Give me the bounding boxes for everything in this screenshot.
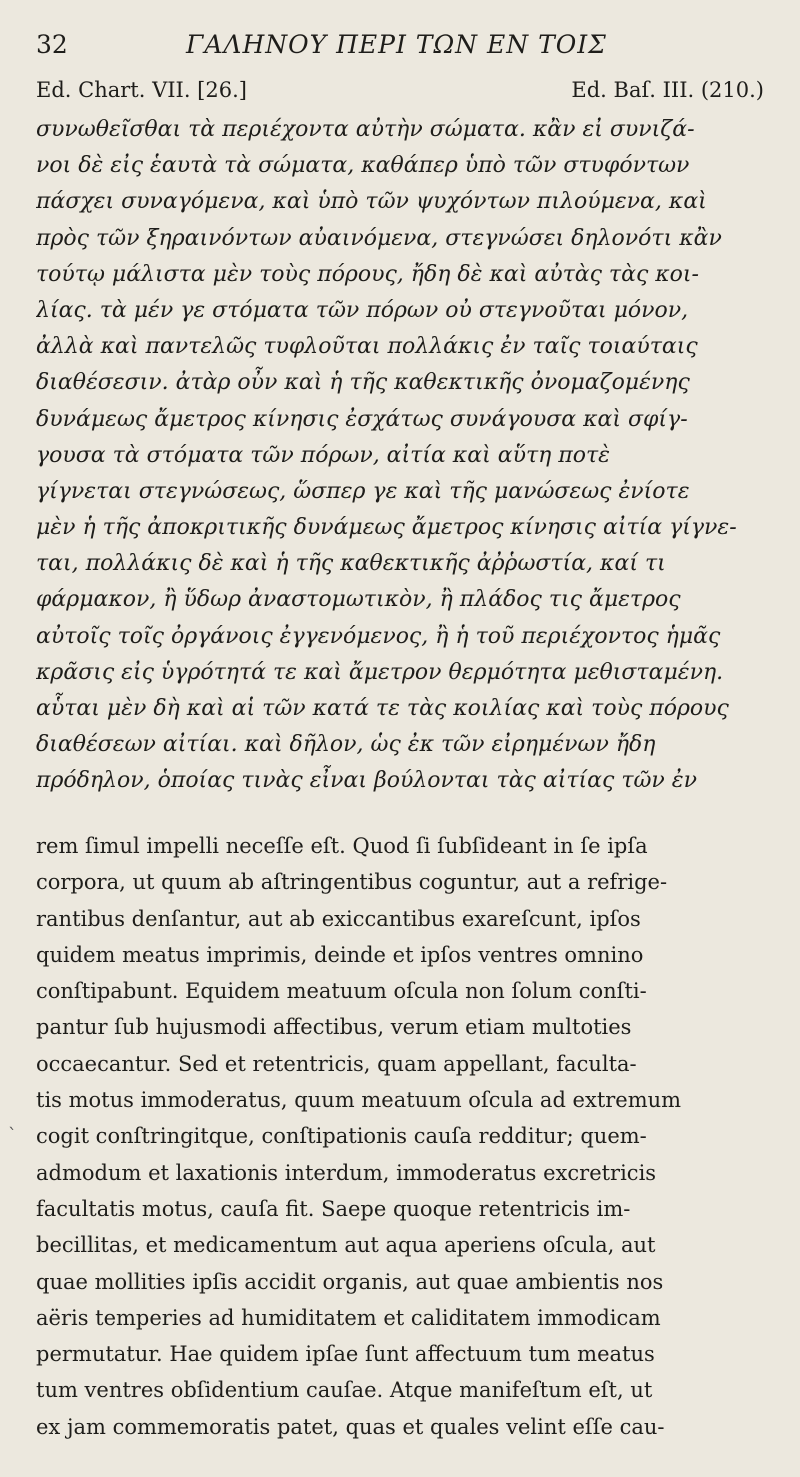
running-title: ΓΑΛΗΝΟΥ ΠΕΡΙ ΤΩΝ ΕΝ ΤΟΙΣ [186,30,607,59]
margin-mark: ` [8,1125,17,1146]
greek-line: διαθέσεων αἰτίαι. καὶ δῆλον, ὡς ἐκ τῶν εἰρημένων ἤδη [36,732,656,758]
edition-chart-reference: Ed. Chart. VII. [26.] [36,78,247,102]
edition-reference-line [36,78,764,108]
greek-line: γίγνεται στεγνώσεως, ὥσπερ γε καὶ τῆς μανώσεως ἐνίοτε [36,478,690,504]
latin-line: rantibus denſantur, aut ab exiccantibus exareſcunt, ipſos [36,906,641,931]
greek-line: δυνάμεως ἄμετρος κίνησις ἐσχάτως συνάγουσα καὶ σφίγ- [36,406,688,432]
latin-line: admodum et laxationis interdum, immoderatus excretricis [36,1160,657,1185]
latin-line: quae mollities ipſis accidit organis, aut quae ambientis nos [36,1269,664,1294]
latin-line: cogit conſtringitque, conſtipationis cauſa redditur; quem- [36,1124,647,1149]
greek-line: διαθέσεσιν. ἀτὰρ οὖν καὶ ἡ τῆς καθεκτικῆς ὀνομαζομένης [36,370,690,396]
latin-line: becillitas, et medicamentum aut aqua aperiens oſcula, aut [36,1233,656,1258]
greek-line: γουσα τὰ στόματα τῶν πόρων, αἰτία καὶ αὕτη ποτὲ [36,442,610,468]
greek-line: πρὸς τῶν ξηραινόντων αὐαινόμενα, στεγνώσει δηλονότι κἂν [36,225,722,251]
latin-line: quidem meatus imprimis, deinde et ipſos ventres omnino [36,942,644,967]
latin-line: conſtipabunt. Equidem meatuum oſcula non ſolum conſti- [36,979,647,1004]
greek-line: νοι δὲ εἰς ἑαυτὰ τὰ σώματα, καθάπερ ὑπὸ τῶν στυφόντων [36,153,690,179]
greek-line: φάρμακον, ἢ ὕδωρ ἀναστομωτικὸν, ἢ πλάδος τις ἄμετρος [36,587,681,613]
greek-line: ἀλλὰ καὶ παντελῶς τυφλοῦται πολλάκις ἐν ταῖς τοιαύταις [36,334,698,360]
greek-line: πάσχει συναγόμενα, καὶ ὑπὸ τῶν ψυχόντων πιλούμενα, καὶ [36,189,707,215]
edition-basel-reference: Ed. Baſ. III. (210.) [571,78,764,102]
latin-line: pantur ſub hujusmodi affectibus, verum etiam multoties [36,1015,632,1040]
greek-line: μὲν ἡ τῆς ἀποκριτικῆς δυνάμεως ἄμετρος κίνησις αἰτία γίγνε- [36,515,737,541]
greek-line: ται, πολλάκις δὲ καὶ ἡ τῆς καθεκτικῆς ἀῤῥωστία, καί τι [36,551,666,577]
greek-line: συνωθεῖσθαι τὰ περιέχοντα αὐτὴν σώματα. κἂν εἰ συνιζά- [36,117,695,142]
latin-line: corpora, ut quum ab aſtringentibus coguntur, aut a refrige- [36,870,668,895]
latin-line: permutatur. Hae quidem ipſae ſunt affectuum tum meatus [36,1342,655,1367]
latin-line: ex jam commemoratis patet, quas et quales velint eſſe cau- [36,1414,665,1439]
latin-line: tum ventres obſidentium cauſae. Atque manifeſtum eſt, ut [36,1378,653,1403]
greek-line: λίας. τὰ μέν γε στόματα τῶν πόρων οὐ στεγνοῦται μόνον, [36,297,689,323]
greek-line: τούτῳ μάλιστα μὲν τοὺς πόρους, ἤδη δὲ καὶ αὐτὰς τὰς κοι- [36,261,699,287]
latin-line: occaecantur. Sed et retentricis, quam appellant, faculta- [36,1051,637,1076]
greek-line: κρᾶσις εἰς ὑγρότητά τε καὶ ἄμετρον θερμότητα μεθισταμένη. [36,659,724,685]
latin-line: tis motus immoderatus, quum meatuum oſcula ad extremum [36,1088,682,1113]
greek-line: αὗται μὲν δὴ καὶ αἱ τῶν κατά τε τὰς κοιλίας καὶ τοὺς πόρους [36,696,729,721]
greek-line: πρόδηλον, ὁποίας τινὰς εἶναι βούλονται τὰς αἰτίας τῶν ἐν [36,768,697,794]
greek-text-block [36,112,766,800]
latin-line: aëris temperies ad humiditatem et caliditatem immodicam [36,1305,661,1330]
running-head [36,30,766,66]
page-number: 32 [36,30,68,59]
latin-line: facultatis motus, cauſa fit. Saepe quoque retentricis im- [36,1196,631,1221]
greek-line: αὐτοῖς τοῖς ὀργάνοις ἐγγενόμενος, ἢ ἡ τοῦ περιέχοντος ἡμᾶς [36,623,721,649]
latin-line: rem ſimul impelli neceſſe eſt. Quod ſi ſubſideant in ſe ipſa [36,834,648,858]
latin-text-block [36,828,766,1445]
